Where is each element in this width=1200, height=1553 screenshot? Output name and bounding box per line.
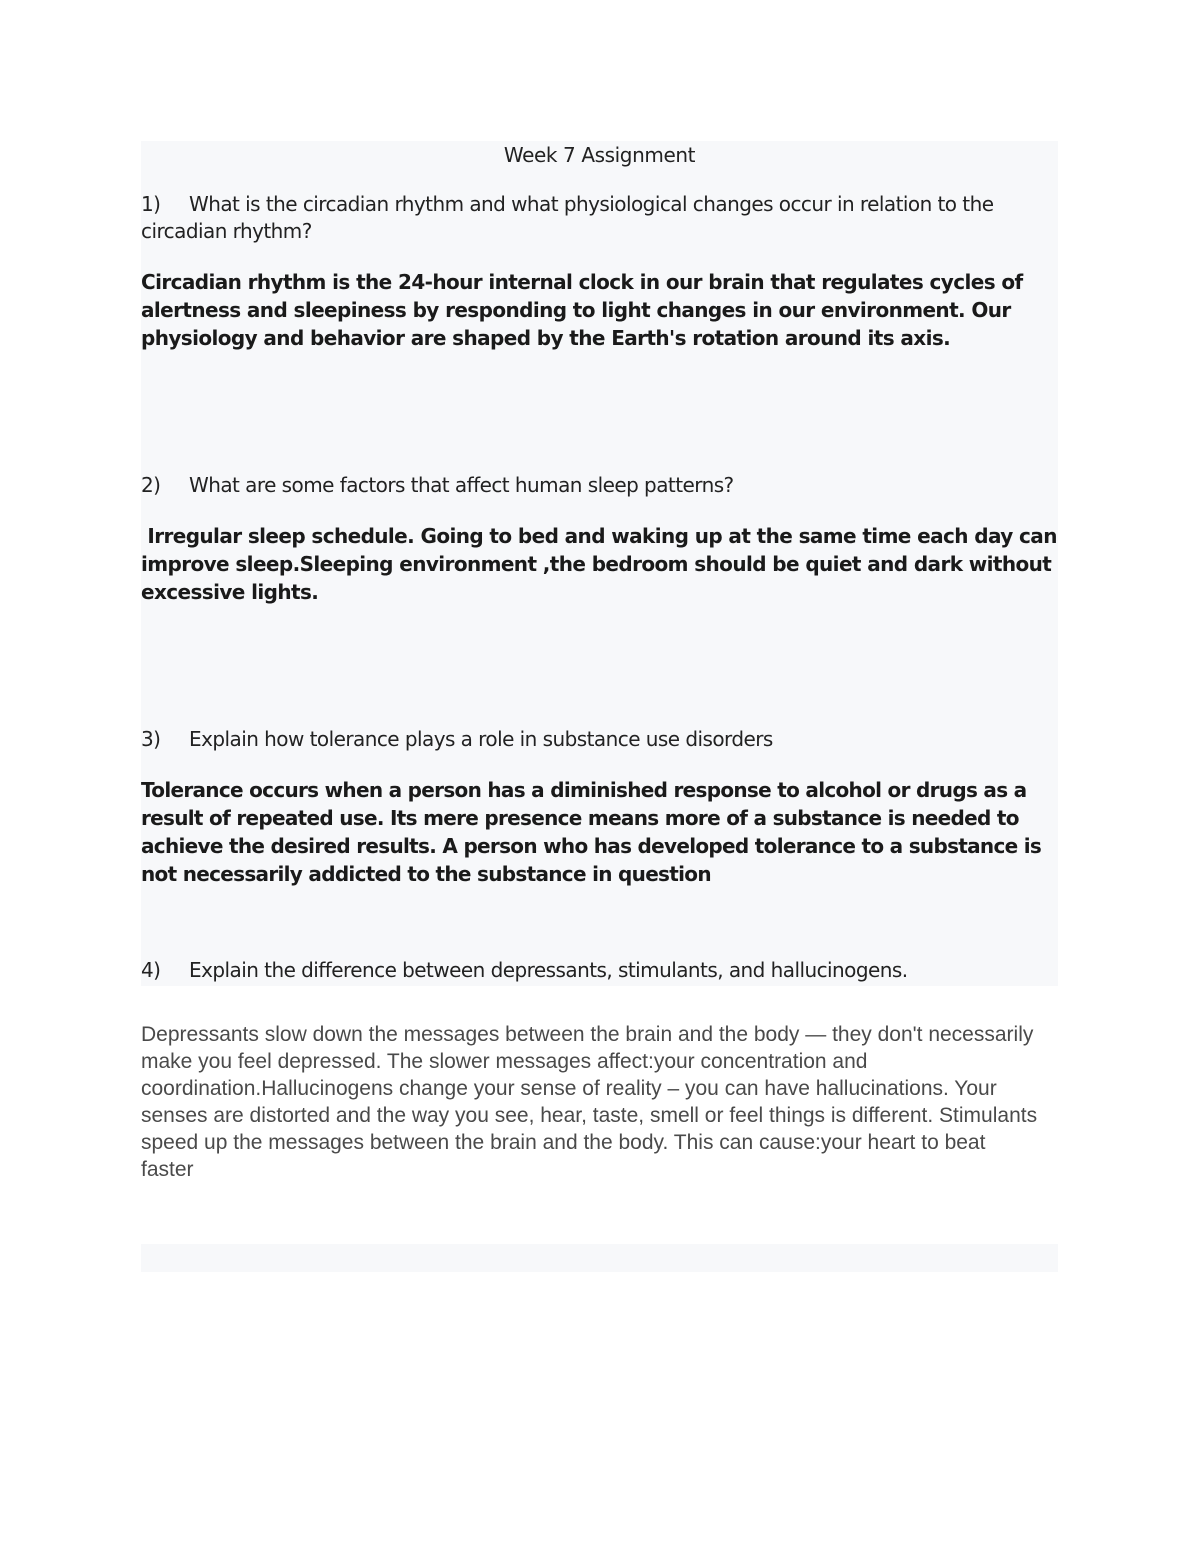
page-title: Week 7 Assignment	[503, 143, 696, 167]
question-text: Explain the difference between depressants, stimulants, and hallucinogens.	[189, 958, 908, 982]
question-number: 3)	[141, 727, 161, 751]
question-text: What are some factors that affect human sleep patterns?	[189, 473, 734, 497]
question-text: What is the circadian rhythm and what physiological changes occur in relation to the circadian rhythm?	[141, 192, 994, 243]
question-1	[141, 191, 1051, 245]
answer-3: Tolerance occurs when a person has a diminished response to alcohol or drugs as a result of repeated use. Its mere presence means more of a substance is needed to achieve the desired results. A person who has developed tolerance to a substance is not necessarily addicted to the substance in question	[141, 778, 1042, 886]
question-4	[141, 957, 1051, 984]
question-3	[141, 726, 1051, 753]
question-2	[141, 472, 1051, 499]
answer-4: Depressants slow down the messages between the brain and the body — they don't necessarily make you feel depressed. The slower messages affect:your concentration and coordination.Hallucinogens change your sense of reality – you can have hallucinations. Your senses are distorted and the way you see, hear, taste, smell or feel things is different. Stimulants speed up the messages between the brain and the body. This can cause:your heart to beat faster	[141, 1023, 1038, 1181]
shaded-empty-block	[141, 1244, 1058, 1272]
question-number: 2)	[141, 473, 161, 497]
question-number: 1)	[141, 192, 161, 216]
answer-2: Irregular sleep schedule. Going to bed and waking up at the same time each day can improve sleep.Sleeping environment ,the bedroom should be quiet and dark without excessive lights.	[141, 524, 1064, 604]
answer-1: Circadian rhythm is the 24-hour internal clock in our brain that regulates cycles of alertness and sleepiness by responding to light changes in our environment. Our physiology and behavior are shaped by the Earth's rotation around its axis.	[141, 270, 1023, 350]
question-text: Explain how tolerance plays a role in substance use disorders	[189, 727, 773, 751]
question-number: 4)	[141, 958, 161, 982]
